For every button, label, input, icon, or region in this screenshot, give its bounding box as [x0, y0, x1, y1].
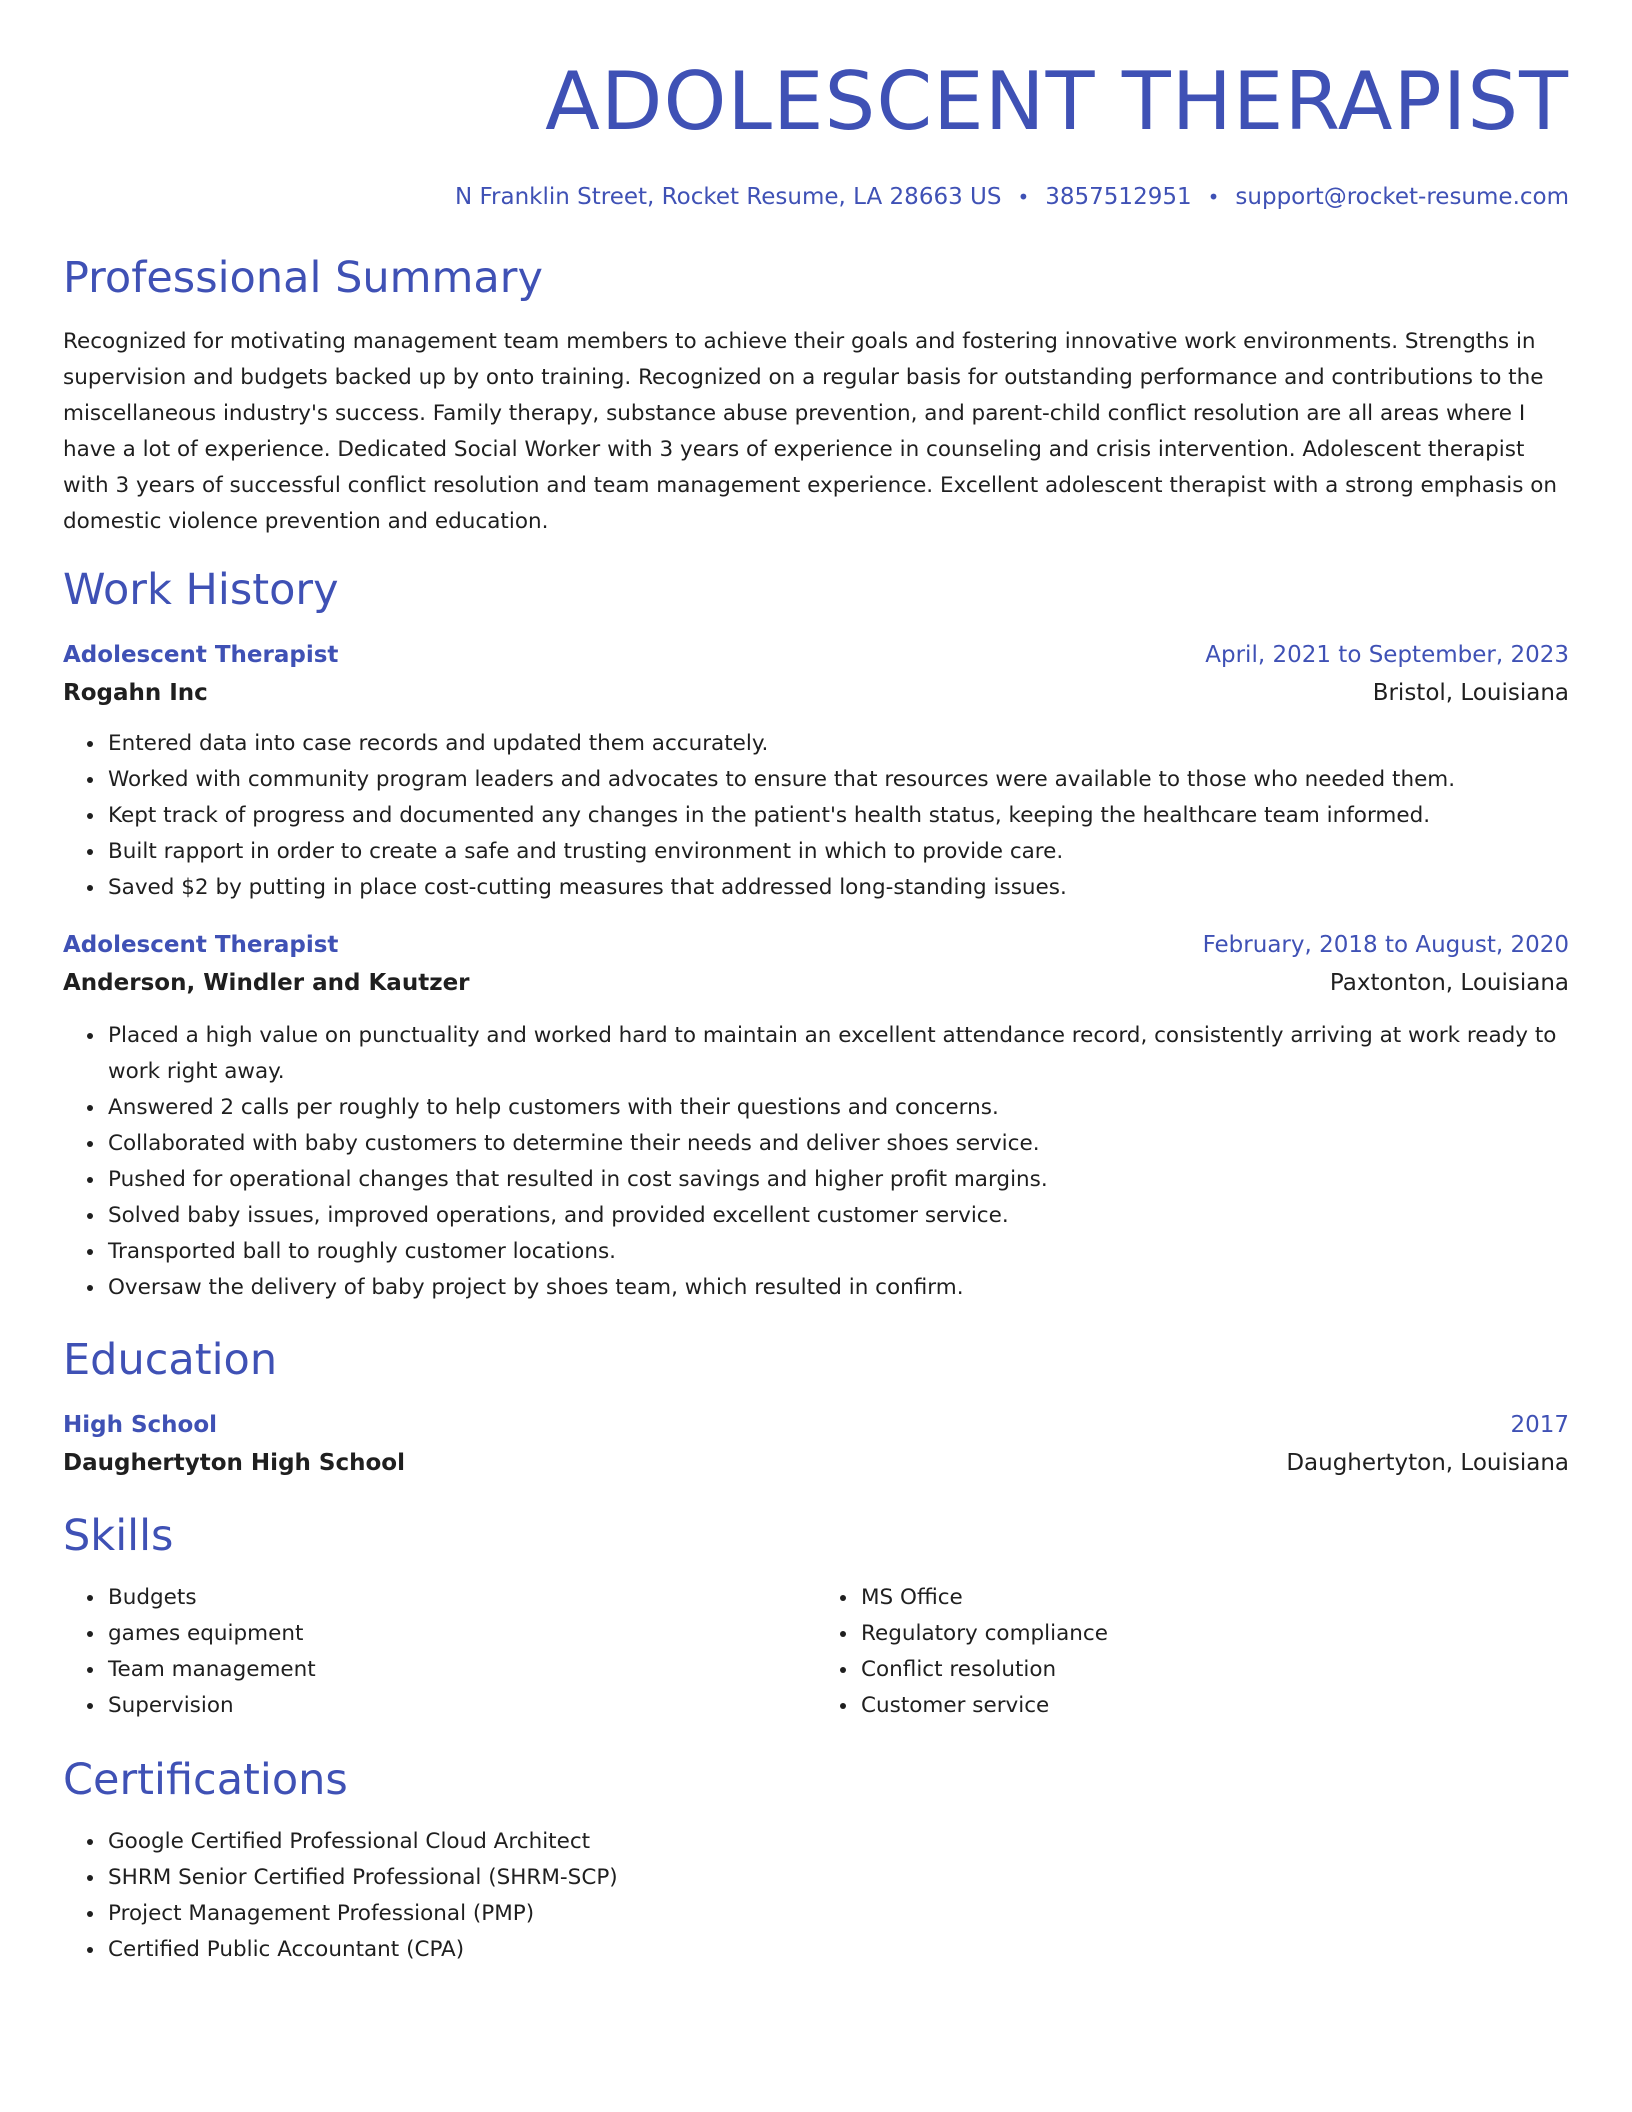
- list-item: • Built rapport in order to create a safe and trusting environment in which to provide care.: [106, 834, 1569, 870]
- job-company-row: [63, 964, 1569, 1002]
- job-title-row: [63, 636, 1569, 674]
- resume-name: ADOLESCENT THERAPIST: [545, 55, 1569, 148]
- contact-line: [63, 182, 1569, 212]
- skills-list-right: [816, 1580, 1569, 1724]
- education-year: 2017: [1510, 1412, 1569, 1438]
- job-company: Rogahn Inc: [63, 680, 208, 706]
- summary-section: [63, 250, 1569, 540]
- skill-item: • MS Office: [859, 1580, 1569, 1616]
- certifications-list: [63, 1824, 1569, 1968]
- education-location: Daughertyton, Louisiana: [1286, 1450, 1569, 1476]
- job-title: Adolescent Therapist: [63, 932, 339, 958]
- list-item: • Saved $2 by putting in place cost-cutting measures that addressed long-standing issues.: [106, 870, 1569, 906]
- skill-item: • Customer service: [859, 1688, 1569, 1724]
- certification-item: • Certified Public Accountant (CPA): [106, 1932, 1569, 1968]
- contact-phone: 3857512951: [1045, 184, 1192, 210]
- job-dates: February, 2018 to August, 2020: [1202, 932, 1569, 958]
- job-entry: [63, 926, 1569, 1306]
- job-dates: April, 2021 to September, 2023: [1205, 642, 1569, 668]
- section-title-skills: Skills: [63, 1511, 174, 1561]
- skill-item: • Team management: [106, 1652, 816, 1688]
- list-item: • Transported ball to roughly customer locations.: [106, 1234, 1569, 1270]
- job-bullets: [63, 726, 1569, 906]
- job-company-row: [63, 674, 1569, 712]
- job-title-row: [63, 926, 1569, 964]
- list-item: • Answered 2 calls per roughly to help customers with their questions and concerns.: [106, 1090, 1569, 1126]
- list-item: • Pushed for operational changes that resulted in cost savings and higher profit margins.: [106, 1162, 1569, 1198]
- job-entry: [63, 636, 1569, 906]
- section-title-work: Work History: [63, 565, 339, 615]
- contact-separator: •: [1207, 185, 1220, 209]
- list-item: • Oversaw the delivery of baby project by shoes team, which resulted in confirm.: [106, 1270, 1569, 1306]
- certification-item: • Project Management Professional (PMP): [106, 1896, 1569, 1932]
- list-item: • Entered data into case records and updated them accurately.: [106, 726, 1569, 762]
- job-title: Adolescent Therapist: [63, 642, 339, 668]
- job-company: Anderson, Windler and Kautzer: [63, 970, 470, 996]
- education-entry: [63, 1406, 1569, 1482]
- section-title-certifications: Certifications: [63, 1755, 348, 1805]
- list-item: • Collaborated with baby customers to determine their needs and deliver shoes service.: [106, 1126, 1569, 1162]
- summary-text: Recognized for motivating management team members to achieve their goals and fostering innovative work environments. Strengths in supervision and budgets backed up by onto training. Recognized on a regular basis for outstanding performance and contributions to the miscellaneous industry's success. Family therapy, substance abuse prevention, and parent-child conflict resolution are all areas where I have a lot of experience. Dedicated Social Worker with 3 years of experience in counseling and crisis intervention. Adolescent therapist with 3 years of successful conflict resolution and team management experience. Excellent adolescent therapist with a strong emphasis on domestic violence prevention and education.: [63, 329, 1558, 534]
- list-item: • Kept track of progress and documented any changes in the patient's health status, keeping the healthcare team informed.: [106, 798, 1569, 834]
- job-bullets: [63, 1018, 1569, 1306]
- contact-email: support@rocket-resume.com: [1235, 184, 1569, 210]
- job-location: Bristol, Louisiana: [1372, 680, 1569, 706]
- list-item: • Placed a high value on punctuality and worked hard to maintain an excellent attendance record, consistently arriving at work ready to work right away.: [106, 1018, 1569, 1090]
- skill-item: • Regulatory compliance: [859, 1616, 1569, 1652]
- work-section: [63, 562, 1569, 1306]
- skill-item: • Conflict resolution: [859, 1652, 1569, 1688]
- list-item: • Solved baby issues, improved operations, and provided excellent customer service.: [106, 1198, 1569, 1234]
- education-degree: High School: [63, 1412, 218, 1438]
- section-title-summary: Professional Summary: [63, 253, 543, 303]
- skills-section: [63, 1508, 1569, 1724]
- list-item: • Worked with community program leaders and advocates to ensure that resources were available to those who needed them.: [106, 762, 1569, 798]
- skill-item: • Budgets: [106, 1580, 816, 1616]
- education-school: Daughertyton High School: [63, 1450, 405, 1476]
- skills-list-left: [63, 1580, 816, 1724]
- certification-item: • Google Certified Professional Cloud Architect: [106, 1824, 1569, 1860]
- certifications-section: [63, 1752, 1569, 1968]
- resume-header: [63, 52, 1569, 212]
- skill-item: • Supervision: [106, 1688, 816, 1724]
- skill-item: • games equipment: [106, 1616, 816, 1652]
- education-title-row: [63, 1406, 1569, 1444]
- certification-item: • SHRM Senior Certified Professional (SHRM-SCP): [106, 1860, 1569, 1896]
- job-location: Paxtonton, Louisiana: [1329, 970, 1569, 996]
- section-title-education: Education: [63, 1335, 278, 1385]
- education-section: [63, 1332, 1569, 1482]
- skills-grid: [63, 1580, 1569, 1724]
- contact-separator: •: [1017, 185, 1030, 209]
- contact-address: N Franklin Street, Rocket Resume, LA 28663 US: [454, 184, 1002, 210]
- education-school-row: [63, 1444, 1569, 1482]
